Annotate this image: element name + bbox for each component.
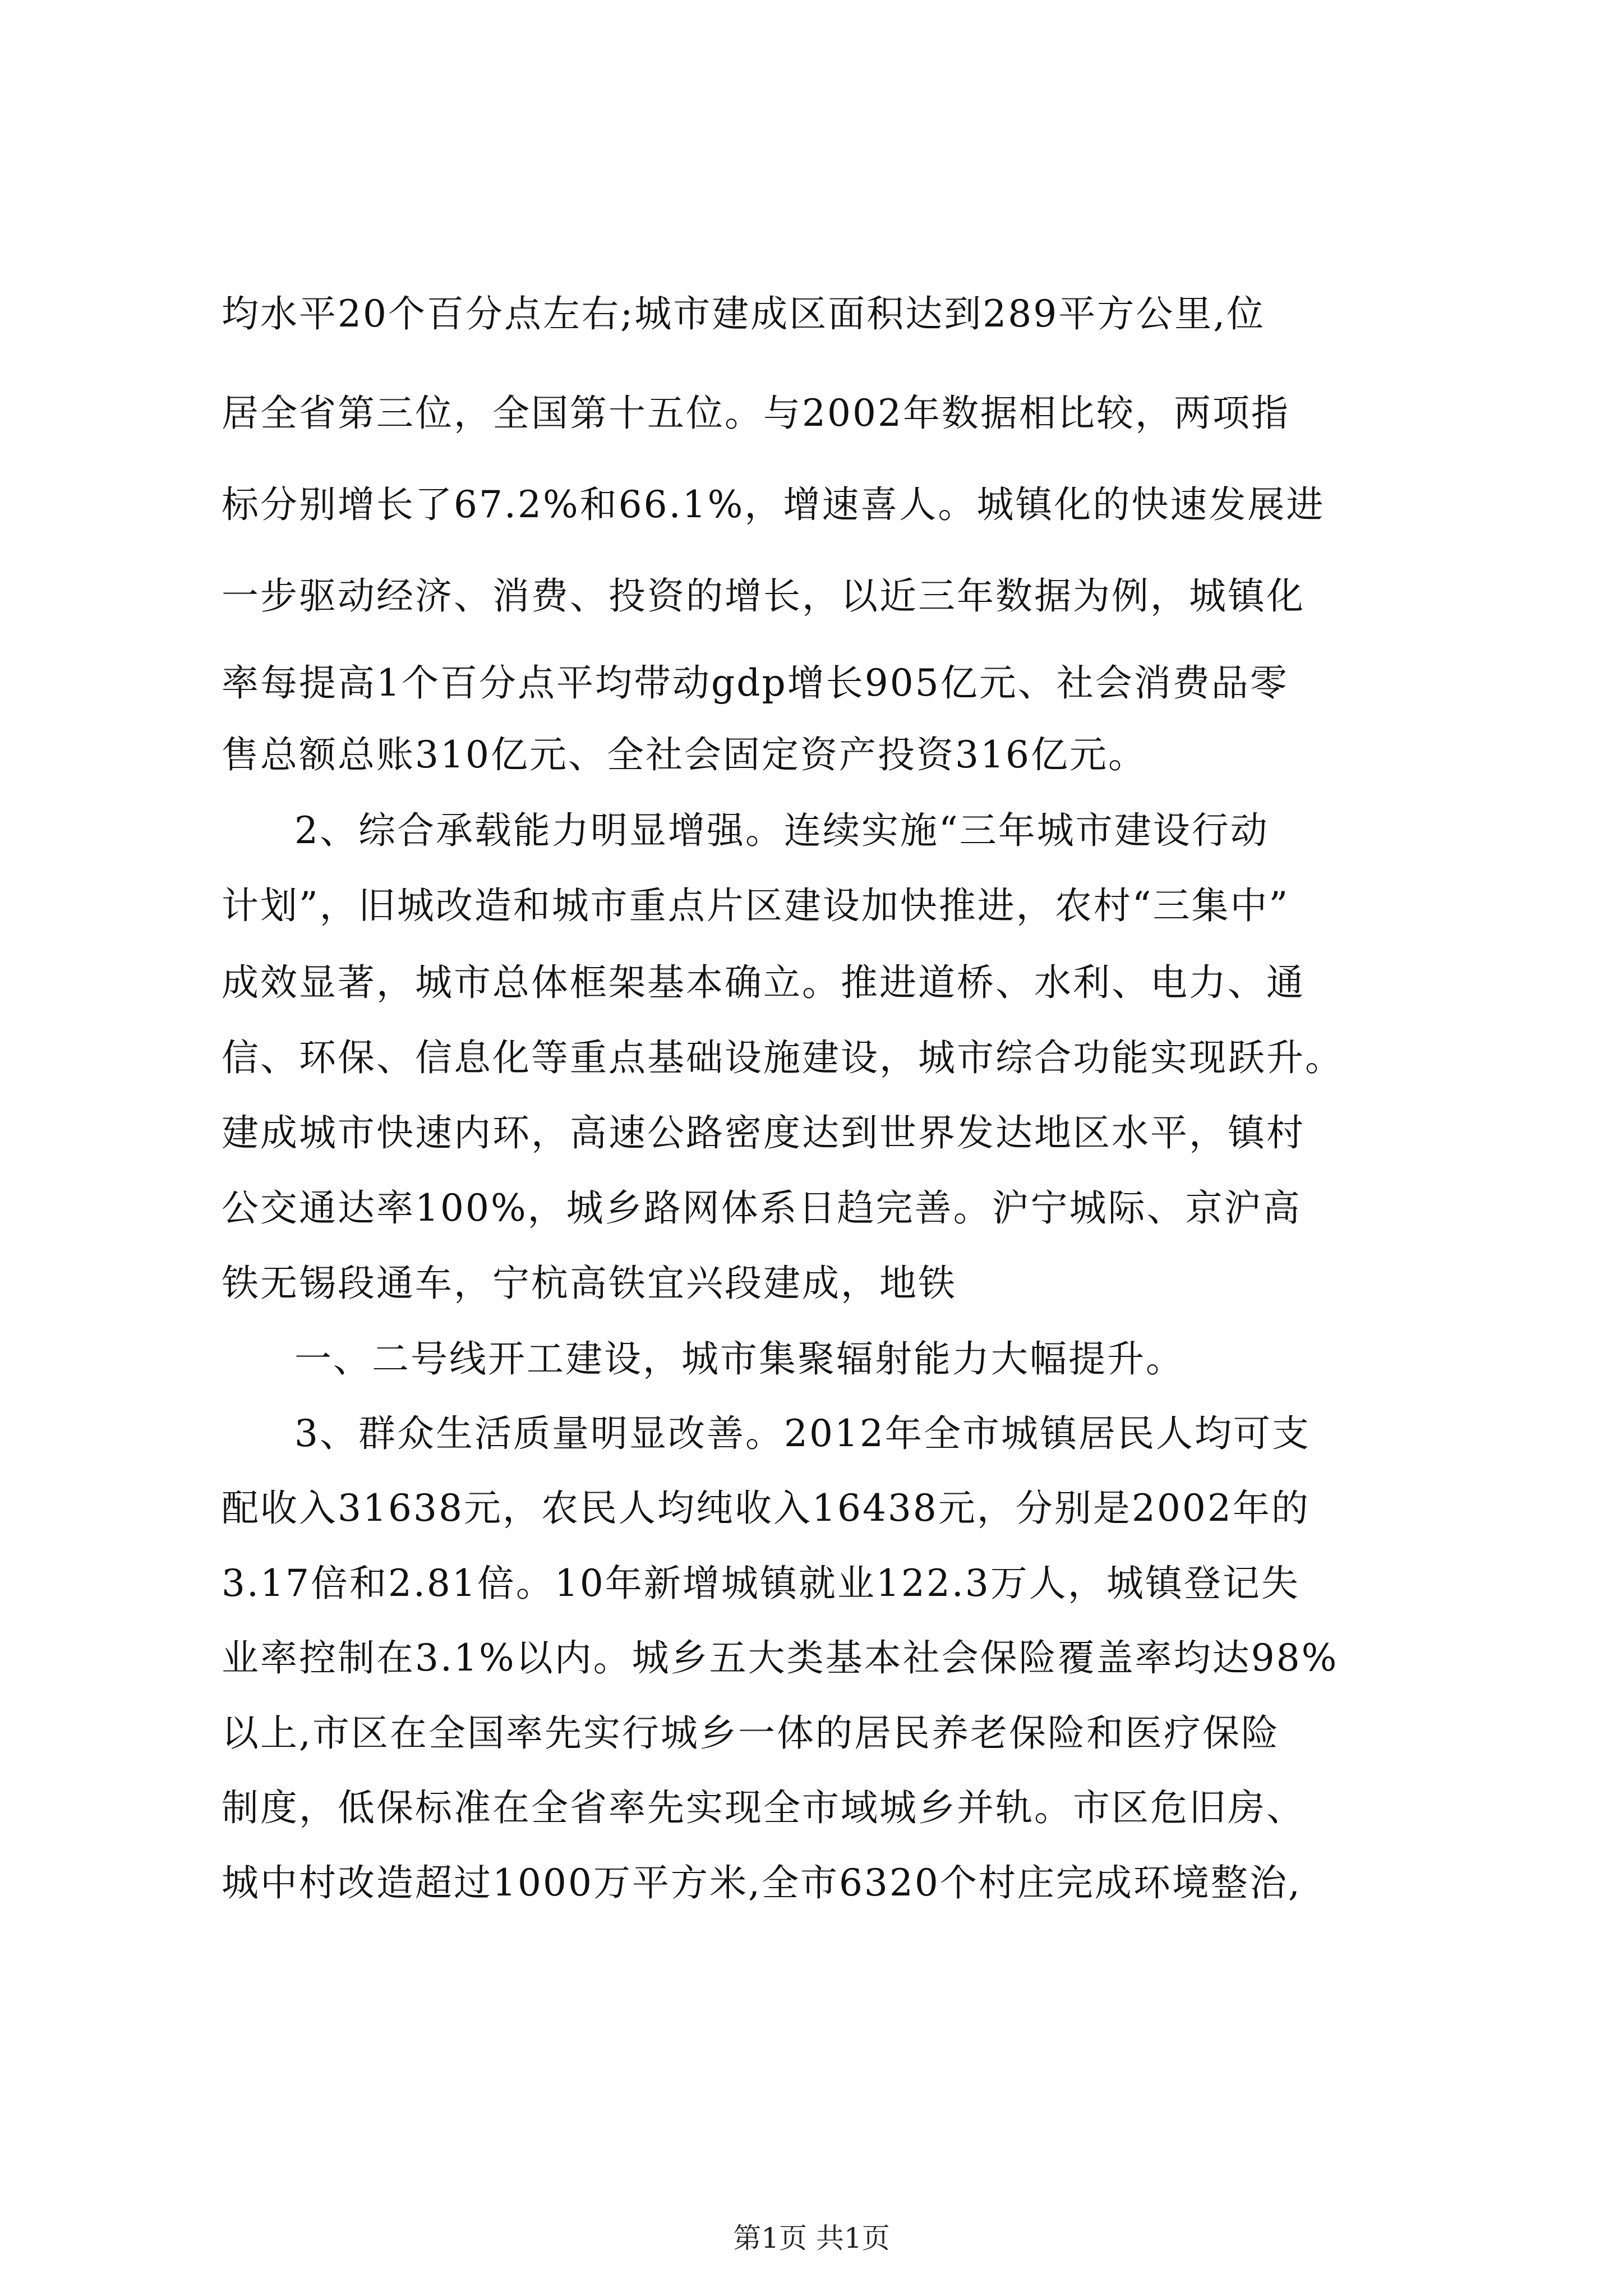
text-line-19: 以上,市区在全国率先实行城乡一体的居民养老保险和医疗保险 [222, 1711, 1280, 1755]
text-line-5: 率每提高1个百分点平均带动gdp增长905亿元、社会消费品零 [222, 661, 1289, 705]
text-line-18: 业率控制在3.1%以内。城乡五大类基本社会保险覆盖率均达98% [222, 1636, 1339, 1680]
text-line-8: 计划”，旧城改造和城市重点片区建设加快推进，农村“三集中” [222, 884, 1290, 927]
text-line-14: 一、二号线开工建设，城市集聚辐射能力大幅提升。 [294, 1337, 1184, 1381]
text-line-12: 公交通达率100%，城乡路网体系日趋完善。沪宁城际、京沪高 [222, 1186, 1302, 1230]
page-footer: 第1页 共1页 [733, 2222, 890, 2254]
text-line-10: 信、环保、信息化等重点基础设施建设，城市综合功能实现跃升。 [222, 1036, 1344, 1079]
text-line-11: 建成城市快速内环，高速公路密度达到世界发达地区水平，镇村 [222, 1111, 1305, 1154]
text-line-13: 铁无锡段通车，宁杭高铁宜兴段建成，地铁 [222, 1262, 957, 1305]
text-line-9: 成效显著，城市总体框架基本确立。推进道桥、水利、电力、通 [222, 961, 1305, 1004]
text-line-15: 3、群众生活质量明显改善。2012年全市城镇居民人均可支 [294, 1412, 1311, 1455]
text-line-21: 城中村改造超过1000万平方米,全市6320个村庄完成环境整治, [222, 1861, 1302, 1904]
text-line-4: 一步驱动经济、消费、投资的增长，以近三年数据为例，城镇化 [222, 574, 1305, 618]
text-line-20: 制度，低保标准在全省率先实现全市域城乡并轨。市区危旧房、 [222, 1786, 1305, 1829]
text-line-3: 标分别增长了67.2%和66.1%，增速喜人。城镇化的快速发展进 [222, 483, 1325, 526]
text-line-1: 均水平20个百分点左右;城市建成区面积达到289平方公里,位 [222, 292, 1266, 335]
text-line-6: 售总额总账310亿元、全社会固定资产投资316亿元。 [222, 733, 1147, 776]
text-line-16: 配收入31638元，农民人均纯收入16438元，分别是2002年的 [222, 1487, 1310, 1530]
text-line-17: 3.17倍和2.81倍。10年新增城镇就业122.3万人，城镇登记失 [222, 1562, 1300, 1605]
text-line-2: 居全省第三位，全国第十五位。与2002年数据相比较，两项指 [222, 392, 1290, 435]
text-line-7: 2、综合承载能力明显增强。连续实施“三年城市建设行动 [294, 809, 1269, 852]
